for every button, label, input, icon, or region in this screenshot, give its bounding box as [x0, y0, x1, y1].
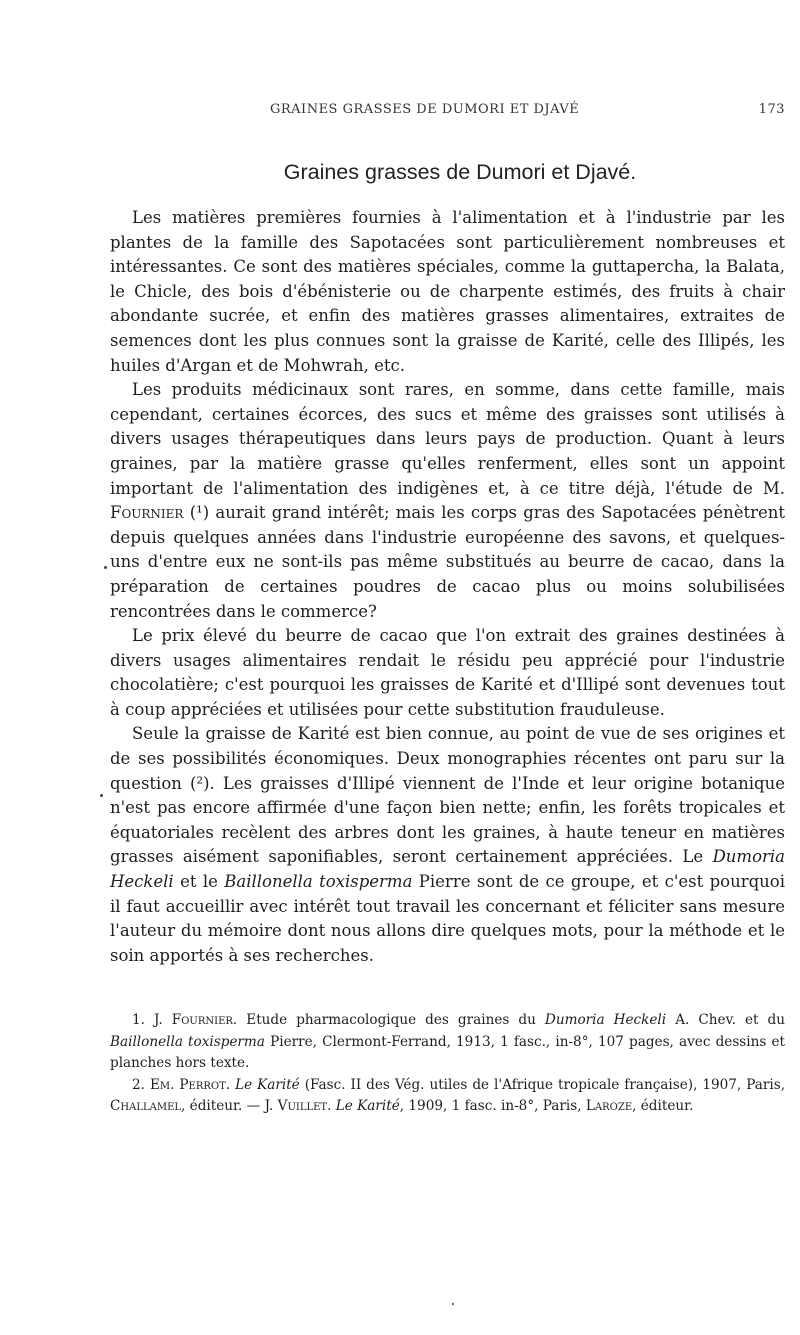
footnote-2-publisher-2: Laroze [585, 1098, 633, 1114]
footnote-2-work-2: Le Karité [335, 1098, 400, 1114]
article-title: Graines grasses de Dumori et Djavé. [283, 160, 637, 184]
footnote-2-text-c: , éditeur. — J. [181, 1098, 274, 1114]
page-number: 173 [758, 102, 785, 117]
footnote-2-publisher-1: Challamel [110, 1098, 182, 1114]
footnote-2 [110, 1075, 785, 1118]
scan-speck [452, 1303, 454, 1305]
footnote-2-work: Le Karité [235, 1076, 300, 1093]
paragraph-4-text-b: . Les graisses d'Illipé viennent de l'Inde et leur origine botanique n'est pas encore affirmée d'une façon bien nette; enfin, les forêts tropicales et équatoriales recèlent des arbres dont les graines, à haute teneur en matières grasses aisément saponifiables, seront certainement appréciées. Le [110, 773, 785, 867]
footnote-ref-1: (¹) [189, 503, 210, 523]
footnote-1 [110, 1010, 785, 1075]
paragraph-2-text-b: aurait grand intérêt; mais les corps gras des Sapotacées pénètrent depuis quelques années dans l'industrie européenne des savons, et quelques-uns d'entre eux ne sont-ils pas même substitués au beurre de cacao, dans la préparation de certaines poudres de cacao plus ou moins solubilisées rencontrées dans le commerce? [110, 503, 785, 621]
footnote-1-species-1: Dumoria Heckeli [544, 1012, 667, 1028]
footnote-1-species-2: Baillonella toxisperma [110, 1033, 265, 1050]
footnote-1-text-c: Pierre, Clermont-Ferrand, 1913, 1 fasc., in-8°, 107 pages, avec dessins et planches hors texte. [110, 1033, 785, 1071]
species-baillonella: Baillonella toxisperma [224, 872, 413, 892]
paragraph-4-text-c: et le [180, 872, 218, 892]
paragraph-2-text-a: Les produits médicinaux sont rares, en somme, dans cette famille, mais cependant, certaines écorces, des sucs et même des graisses sont utilisés à divers usages thérapeutiques dans leurs pays de production. Quant à leurs graines, par la matière grasse qu'elles renferment, elles sont un appoint important de l'alimentation des indigènes et, à ce titre déjà, l'étude de M. [110, 380, 785, 498]
footnote-1-number: 1. J. [132, 1012, 163, 1028]
paragraph-3: Le prix élevé du beurre de cacao que l'on extrait des graines destinées à divers usages alimentaires rendait le résidu peu apprécié pour l'industrie chocolatière; c'est pourquoi les graisses de Karité et d'Illipé sont devenues tout à coup appréciées et utilisées pour cette substitution frauduleuse. [110, 626, 785, 719]
footnote-1-text-a: . Etude pharmacologique des graines du [232, 1012, 536, 1028]
scan-speck [104, 566, 107, 569]
footnote-2-text-b: (Fasc. II des Vég. utiles de l'Afrique tropicale française), 1907, Paris, [304, 1076, 786, 1093]
footnote-2-text-e: , 1909, 1 fasc. in-8°, Paris, [399, 1098, 582, 1114]
paragraph-4-text-a: Seule la graisse de Karité est bien connue, au point de vue de ses origines et de ses possibilités économiques. Deux monographies récentes ont paru sur la question [110, 724, 785, 793]
footnote-1-author: Fournier [171, 1012, 233, 1028]
footnote-2-author: Em. Perrot [149, 1076, 226, 1093]
article-body [110, 206, 785, 968]
paragraph-4 [110, 722, 785, 968]
paragraph-1: Les matières premières fournies à l'alimentation et à l'industrie par les plantes de la famille des Sapotacées sont particulièrement nombreuses et intéressantes. Ce sont des matières spéciales, comme la guttapercha, la Balata, le Chicle, des bois d'ébénisterie ou de charpente estimés, des fruits à chair abondante sucrée, et enfin des matières grasses alimentaires, extraites de semences dont les plus connues sont la graisse de Karité, celle des Illipés, les huiles d'Argan et de Mohwrah, etc. [110, 208, 785, 375]
scan-speck [100, 794, 103, 797]
footnotes [110, 1010, 785, 1118]
footnote-2-number: 2. [132, 1076, 145, 1093]
footnote-2-author-2: Vuillet [277, 1098, 328, 1114]
paragraph-4-text-d: Pierre sont de ce groupe, et c'est pourquoi il faut accueillir avec intérêt tout travail les concernant et féliciter sans mesure l'auteur du mémoire dont nous allons dire quelques mots, pour la méthode et le soin apportés à ses recherches. [110, 872, 785, 965]
running-title: GRAINES GRASSES DE DUMORI ET DJAVÉ [270, 102, 580, 117]
species-dumoria: Dumoria Heckeli [110, 847, 786, 892]
author-fournier: Fournier [110, 503, 184, 523]
footnote-2-text-d: . [327, 1098, 332, 1114]
footnote-2-text-f: , éditeur. [632, 1098, 694, 1114]
footnote-2-text-a: . [225, 1076, 231, 1093]
footnote-1-text-b: A. Chev. et du [675, 1012, 786, 1028]
paragraph-2 [110, 378, 785, 624]
footnote-ref-2: (²) [190, 773, 210, 793]
